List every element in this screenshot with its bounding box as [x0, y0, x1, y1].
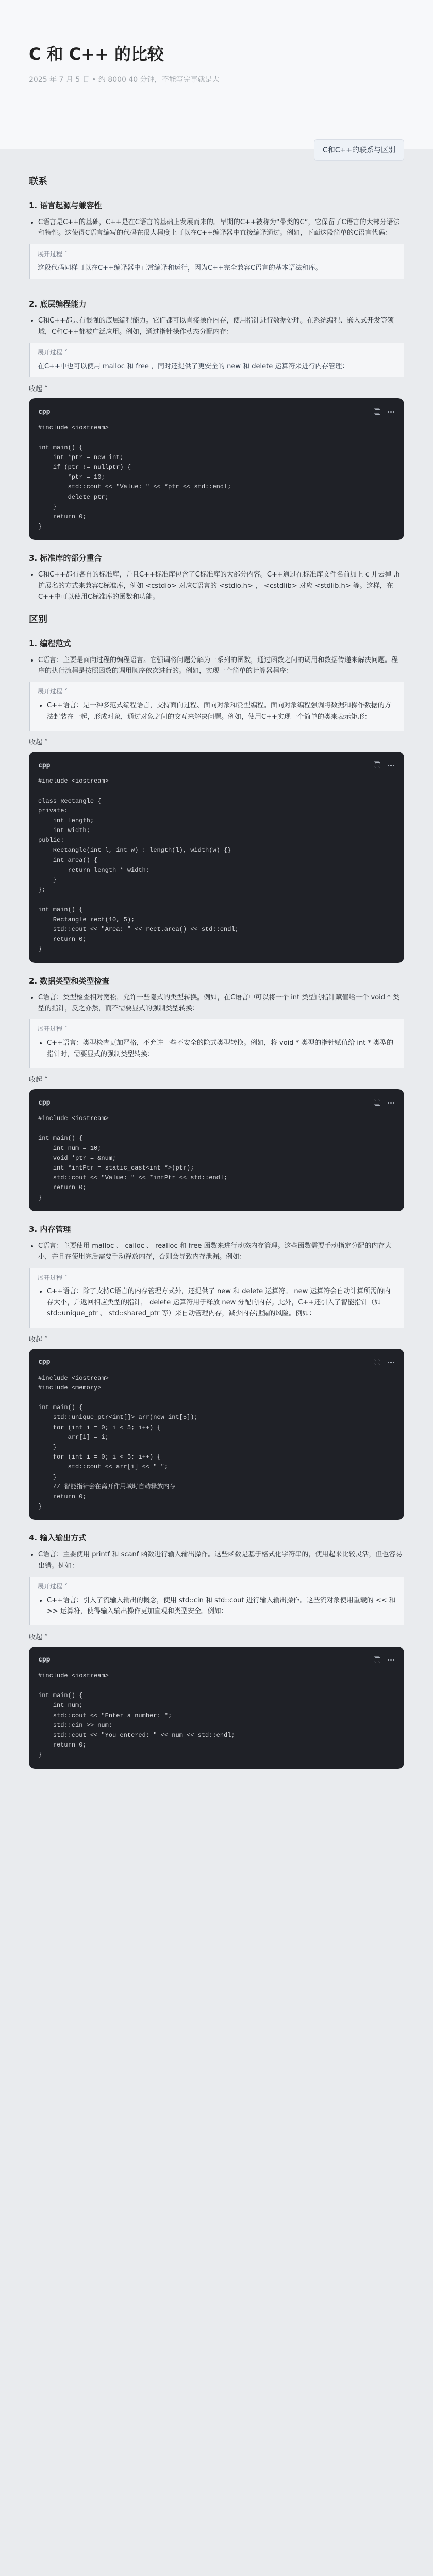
copy-icon[interactable] [373, 408, 381, 416]
code-language: cpp [38, 761, 51, 769]
page-title: C 和 C++ 的比较 [29, 44, 164, 64]
code-actions [373, 761, 395, 769]
difference-4-bullets [29, 1549, 404, 1571]
code-text: #include <iostream> int main() { int *ptr = new int; if (ptr != nullptr) { *ptr = 10; std::cout << "Value: " << *ptr << std::endl; delete ptr; } return 0; } [38, 424, 231, 531]
relation-3-bullets [29, 569, 404, 602]
collapse-toggle[interactable]: 收起 ˄ [29, 1633, 48, 1641]
collapse-toggle[interactable]: 收起 ˄ [29, 1076, 48, 1084]
relation-2-quote-text: 在C++中也可以使用 malloc 和 free ，同时还提供了更安全的 new 和 delete 运算符来进行内存管理： [38, 362, 349, 370]
expand-toggle[interactable]: 展开过程 ˅ [38, 1583, 68, 1590]
more-icon[interactable] [387, 1358, 395, 1366]
relation-2-title: 2. 底层编程能力 [29, 299, 87, 309]
code-actions [373, 1098, 395, 1107]
difference-2-title: 2. 数据类型和类型检查 [29, 976, 110, 986]
difference-3-quote-bullets [38, 1286, 397, 1319]
difference-1-quote-bullets [38, 700, 397, 722]
code-language: cpp [38, 1656, 51, 1664]
relation-1-title: 1. 语言起源与兼容性 [29, 201, 102, 210]
difference-2-bullet-1: • C语言：类型检查相对宽松，允许一些隐式的类型转换。例如，在C语言中可以将一个 int 类型的指针赋值给一个 void * 类型的指针，反之亦然，而不需要显式的强制类型转换： [38, 992, 404, 1014]
expand-toggle[interactable]: 展开过程 ˅ [38, 250, 68, 258]
relation-2-bullets [29, 315, 404, 337]
code-block [29, 752, 404, 962]
relation-1-quote-text: 这段代码同样可以在C++编译器中正常编译和运行，因为C++完全兼容C语言的基本语法和库。 [38, 264, 322, 272]
spacer [29, 279, 404, 286]
expand-toggle[interactable]: 展开过程 ˅ [38, 1274, 68, 1281]
difference-1-title: 1. 编程范式 [29, 638, 71, 648]
difference-2-quote [29, 1019, 404, 1068]
code-header [38, 1656, 395, 1664]
code-actions [373, 1656, 395, 1664]
section-difference-title: 区别 [29, 614, 47, 625]
difference-1-quote-bullet-1: • C++语言：是一种多范式编程语言，支持面向过程、面向对象和泛型编程。面向对象编程强调将数据和操作数据的方法封装在一起，形成对象，通过对象之间的交互来解决问题。例如，使用C++实现一个简单的类来表示矩形： [47, 700, 397, 722]
collapse-toggle[interactable]: 收起 ˄ [29, 739, 48, 747]
difference-3-bullets [29, 1241, 404, 1263]
collapse-toggle[interactable]: 收起 ˄ [29, 1335, 48, 1344]
code-header [38, 761, 395, 769]
difference-3-quote-bullet-1: • C++语言：除了支持C语言的内存管理方式外，还提供了 new 和 delete 运算符。 new 运算符会自动计算所需的内存大小，并返回相应类型的指针， delete 运算符用于释放 new 分配的内存。此外，C++还引入了智能指针（如 std::unique_ptr 、 std::shared_ptr 等）来自动管理内存，减少内存泄漏的风险。例如： [47, 1286, 397, 1319]
relation-2-quote [29, 343, 404, 377]
copy-icon[interactable] [373, 1358, 381, 1366]
relation-3-title: 3. 标准库的部分重合 [29, 553, 102, 563]
difference-3-bullet-1: • C语言：主要使用 malloc 、 calloc 、 realloc 和 free 函数来进行动态内存管理。这些函数需要手动指定分配的内存大小，并且在使用完后需要手动释放内存，否则会导致内存泄漏。例如： [38, 1241, 404, 1263]
code-header [38, 1098, 395, 1107]
expand-toggle[interactable]: 展开过程 ˅ [38, 1025, 68, 1033]
copy-icon[interactable] [373, 761, 381, 769]
difference-2-quote-bullet-1: • C++语言：类型检查更加严格，不允许一些不安全的隐式类型转换。例如，将 void * 类型的指针赋值给 int * 类型的指针时，需要显式的强制类型转换： [47, 1038, 397, 1060]
code-language: cpp [38, 408, 51, 416]
difference-3-quote [29, 1268, 404, 1328]
code-block [29, 1089, 404, 1211]
relation-1-quote [29, 244, 404, 279]
code-text: #include <iostream> int main() { int num = 10; void *ptr = &num; int *intPtr = static_cast<int *>(ptr); std::cout << "Value: " << *intPtr << std::endl; return 0; } [38, 1115, 228, 1201]
meta: 2025 年 7 月 5 日 • 约 8000 40 分钟，不能写完事就是大 [29, 76, 220, 84]
code-text: #include <iostream> int main() { int num; std::cout << "Enter a number: "; std::cin >> num; std::cout << "You entered: " << num << std::endl; return 0; } [38, 1672, 235, 1759]
difference-4-title: 4. 输入输出方式 [29, 1533, 87, 1543]
code-block [29, 1349, 404, 1520]
code-actions [373, 408, 395, 416]
expand-toggle[interactable]: 展开过程 ˅ [38, 348, 68, 356]
code-text: #include <iostream> #include <memory> int main() { std::unique_ptr<int[]> arr(new int[5]); for (int i = 0; i < 5; i++) { arr[i] = i; } for (int i = 0; i < 5; i++) { std::cout << arr[i] << " "; } // 智能指针会在离开作用域时自动释放内存 return 0; } [38, 1374, 198, 1511]
collapse-toggle[interactable]: 收起 ˄ [29, 385, 48, 394]
tag-wrap [314, 139, 404, 161]
relation-1-bullet-1: • C语言是C++的基础，C++是在C语言的基础上发展而来的。早期的C++被称为“带类的C”，它保留了C语言的大部分语法和特性。这使得C语言编写的代码在很大程度上可以在C++编译器中直接编译通过。例如，下面这段简单的C语言代码： [38, 217, 404, 239]
code-language: cpp [38, 1358, 51, 1366]
copy-icon[interactable] [373, 1656, 381, 1664]
content [0, 165, 433, 1769]
difference-4-quote [29, 1577, 404, 1625]
relation-2-bullet-1: • C和C++都具有很强的底层编程能力。它们都可以直接操作内存，使用指针进行数据处理。在系统编程、嵌入式开发等领域，C和C++都被广泛应用。例如，通过指针操作动态分配内存： [38, 315, 404, 337]
section-relation-title: 联系 [29, 176, 47, 187]
code-text: #include <iostream> class Rectangle { private: int length; int width; public: Rectangle(int l, int w) : length(l), width(w) {} int area() { return length * width; } }; int main() { Rectangle rect(10, 5); std::cout << "Area: " << rect.area() << std::endl; return 0; } [38, 777, 239, 953]
difference-1-quote [29, 682, 404, 731]
code-header [38, 408, 395, 416]
code-block [29, 1647, 404, 1769]
relation-1-bullets [29, 217, 404, 239]
code-actions [373, 1358, 395, 1366]
relation-3-bullet-1: • C和C++都有各自的标准库，并且C++标准库包含了C标准库的大部分内容。C++通过在标准库文件名前加上 c 并去掉 .h 扩展名的方式来兼容C标准库，例如 <cstdio> 对应C语言的 <stdio.h> ， <cstdlib> 对应 <stdlib.h> 等。这样，在C++中可以使用C标准库的函数和功能。 [38, 569, 404, 602]
code-language: cpp [38, 1098, 51, 1107]
difference-4-quote-bullets [38, 1595, 397, 1617]
more-icon[interactable] [387, 1656, 395, 1664]
difference-1-bullet-1: • C语言：主要是面向过程的编程语言。它强调将问题分解为一系列的函数，通过函数之间的调用和数据传递来解决问题。程序的执行流程是按照函数的调用顺序依次进行的。例如，实现一个简单的计算器程序： [38, 655, 404, 677]
difference-4-quote-bullet-1: • C++语言：引入了流输入输出的概念，使用 std::cin 和 std::cout 进行输入输出操作。这些流对象使用重载的 << 和 >> 运算符，使得输入输出操作更加直观和类型安全。例如： [47, 1595, 397, 1617]
more-icon[interactable] [387, 408, 395, 416]
code-block [29, 398, 404, 540]
difference-2-quote-bullets [38, 1038, 397, 1060]
copy-icon[interactable] [373, 1098, 381, 1107]
more-icon[interactable] [387, 761, 395, 769]
difference-1-bullets [29, 655, 404, 677]
topic-tag[interactable]: C和C++的联系与区别 [314, 139, 404, 161]
more-icon[interactable] [387, 1098, 395, 1107]
difference-3-title: 3. 内存管理 [29, 1224, 71, 1234]
header [0, 0, 433, 149]
difference-4-bullet-1: • C语言：主要使用 printf 和 scanf 函数进行输入输出操作。这些函数是基于格式化字符串的，使用起来比较灵活，但也容易出错。例如： [38, 1549, 404, 1571]
expand-toggle[interactable]: 展开过程 ˅ [38, 688, 68, 696]
code-header [38, 1358, 395, 1366]
difference-2-bullets [29, 992, 404, 1014]
